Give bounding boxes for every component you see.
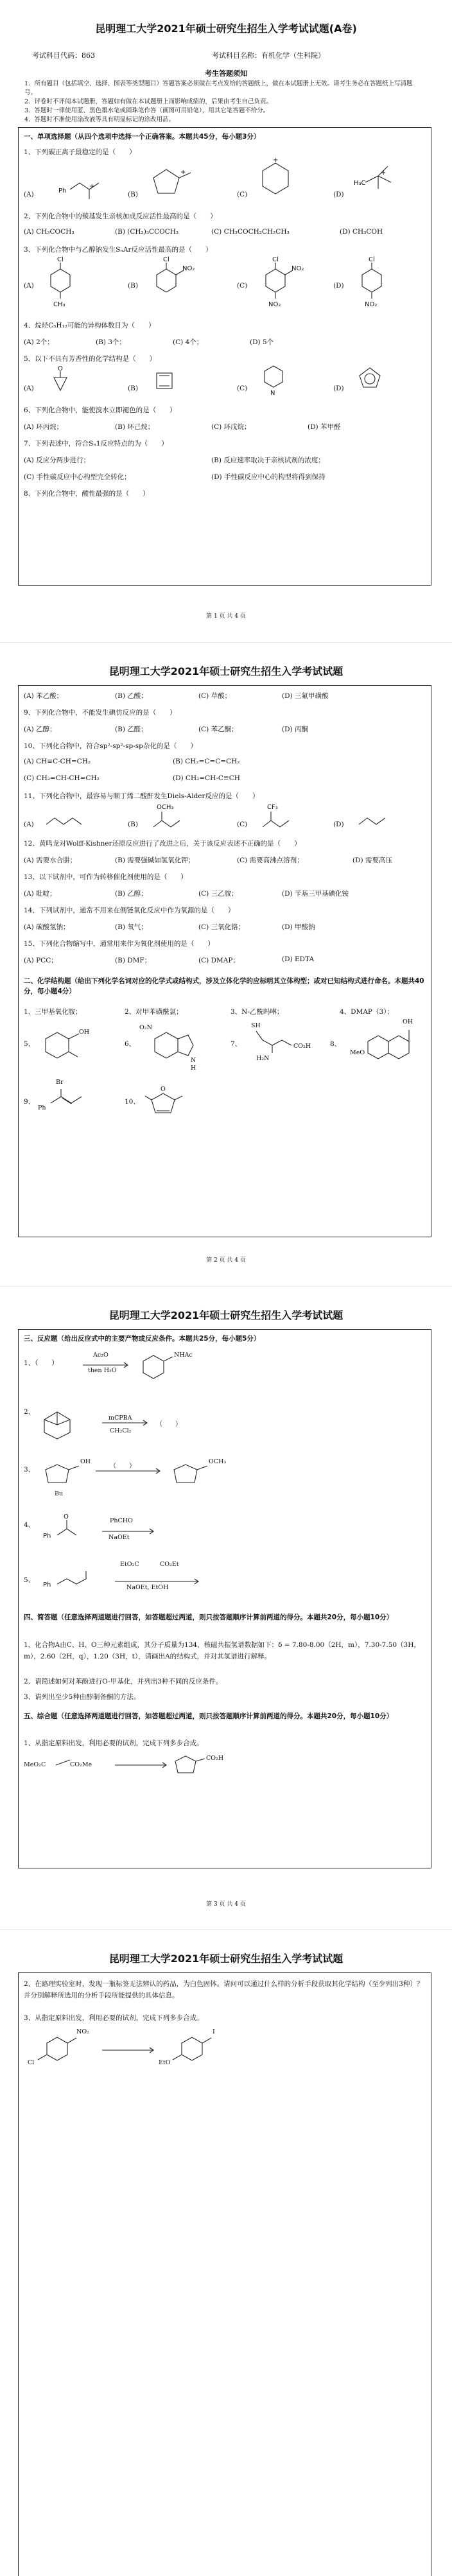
label-o: O	[161, 1086, 166, 1093]
page-title: 昆明理工大学2021年硕士研究生招生入学考试试题	[109, 665, 343, 677]
option: (D) CH₃COH	[340, 228, 383, 236]
short-answer-2: 2、请简述如何对苯酚进行O-甲基化，并列出3种不同的反应条件。	[24, 1678, 223, 1685]
structure-cyclopentadienyl	[356, 363, 394, 401]
structure-cyclobutadiene	[150, 368, 189, 400]
option: (A) 乙醇；	[24, 726, 56, 733]
option: (A) CH₃COCH₃	[24, 228, 74, 236]
label-n: N	[191, 1057, 196, 1064]
option: (A) 反应分两步进行；	[24, 457, 91, 464]
question-6: 6、下列化合物中，能使溴水立即褪色的是（ ）	[24, 406, 177, 414]
structure-cyclohexyl-cation	[256, 157, 308, 202]
page-separator	[0, 1929, 452, 1930]
label-oh: OH	[403, 1018, 413, 1025]
svg-text:（ ）: （ ）	[110, 1463, 135, 1470]
short-answer-1: 1、化合物A由C、H、O三种元素组成，其分子质量为134，核磁共振氢谱数据如下：δ = 7.80-8.00（2H，m），7.30-7.50（3H，m），2.60（2H，q），1.20（3H，t），请画出A的结构式，并对其氢谱进行解释。	[24, 1641, 421, 1660]
svg-text:NO₂: NO₂	[182, 265, 195, 272]
label-oh: OH	[80, 1458, 91, 1465]
exam-page-4	[0, 1931, 452, 2568]
option-label: (B)	[128, 191, 138, 198]
question-15: 15、下列化合物缩写中，通常用来作为氧化剂使用的是（ ）	[24, 940, 214, 948]
reaction-2	[38, 1394, 230, 1445]
exam-page-1	[0, 0, 452, 637]
reagent: Ac₂O	[93, 1352, 109, 1359]
page-footer: 第 2 页 共 4 页	[206, 1257, 246, 1264]
structure-diene-b	[150, 801, 202, 840]
svg-text:Ph: Ph	[58, 187, 67, 195]
structure-cyclopropenone	[48, 365, 86, 400]
svg-text:Cl: Cl	[163, 256, 170, 263]
label-co2h: CO₂H	[293, 1043, 311, 1050]
structure-benzyl-cation	[44, 164, 121, 202]
synthesis-1: 1、从指定原料出发，利用必要的试剂，完成下列多步合成。	[24, 1739, 204, 1747]
label-och3: OCH₃	[209, 1458, 227, 1465]
option: (B) (CH₃)₃CCOCH₃	[115, 228, 179, 236]
reagent: then H₂O	[88, 1367, 117, 1374]
option: (D) 需要高压	[352, 857, 392, 864]
option: (D) 苯甲醛	[308, 423, 341, 431]
item-number: 2、	[24, 1408, 35, 1416]
label-br: Br	[56, 1079, 64, 1086]
option: (B) 乙醇；	[115, 890, 148, 898]
option: (B) CH₂=C=C=CH₂	[173, 758, 240, 765]
structure-chlorotoluene	[44, 256, 83, 320]
question-12: 12、黄鸣龙对Wolff-Kishner还原反应进行了改进之后，关于该反应表述不正确的是（ ）	[24, 840, 301, 848]
structure-cyclopentyl-cation	[147, 160, 198, 205]
notice-item: 2．评卷时不评阅本试题册，答题如有做在本试题册上而影响成绩的，后果由考生自己负责。	[24, 98, 273, 105]
page-title: 昆明理工大学2021年硕士研究生招生入学考试试题	[109, 1953, 343, 1965]
question-7: 7、下列表述中，符合Sₙ1反应特点的为（ ）	[24, 440, 168, 448]
synthesis-2: 2、在路理实验室时，发现一瓶标签无法辨认的药品，为白色固体。请问可以通过什么样的分析手段获取其化学结构（至少列出3种）？并分别解释所选用的分析手段所能提供的具体信息。	[24, 1980, 424, 1999]
question-13: 13、以下试剂中，可作为转移催化剂使用的是（ ）	[24, 873, 187, 881]
reaction-4	[38, 1510, 230, 1554]
option: (B) DMF；	[115, 957, 152, 964]
section-heading: 三、反应题（给出反应式中的主要产物或反应条件。本题共25分，每小题5分）	[24, 1335, 261, 1343]
svg-text:CF₃: CF₃	[267, 804, 278, 811]
structure-bromoalkene	[38, 1084, 115, 1129]
item-number: 6、	[125, 1040, 136, 1048]
option: (C) CH₂=CH-CH=CH₂	[24, 774, 100, 782]
svg-text:Ph: Ph	[43, 1533, 51, 1540]
notice-item: 1．所有题目（包括填空、选择、图表等类型题目）答题答案必须做在考点发给的答题纸上，做在本试题册上无效。请考生务必在答题纸上写清题号。	[24, 80, 413, 96]
svg-text:Cl: Cl	[369, 256, 375, 263]
svg-text:O: O	[64, 1513, 69, 1520]
option-label: (C)	[237, 191, 248, 198]
structure-maleic-anhydride	[144, 1081, 202, 1126]
notice-item: 3．答题时一律使用蓝、黑色墨水笔或圆珠笔作答（画图可用铅笔），用其它笔答题不给分。	[24, 107, 270, 114]
option: (A) CH≡C-CH=CH₂	[24, 758, 91, 765]
exam-page-3	[0, 1288, 452, 1925]
label-cl: Cl	[28, 2059, 35, 2066]
page-separator	[0, 1286, 452, 1287]
structure-diene-d	[356, 805, 407, 837]
svg-text:Cl: Cl	[272, 256, 279, 263]
label-h2n: H₂N	[256, 1055, 270, 1062]
notice-list	[24, 80, 422, 125]
structure-chloronitrobenzene-b	[356, 256, 401, 320]
option-label: (D)	[333, 385, 344, 392]
product-label: NHAc	[174, 1352, 193, 1359]
question-8: 8、下列化合物中，酸性最强的是（ ）	[24, 490, 150, 498]
question-box	[18, 1972, 431, 2576]
option: (D) 苄基三甲基碘化铵	[282, 890, 349, 898]
structure-diene-c	[259, 801, 311, 840]
option: (C) 三乙胺；	[198, 890, 238, 898]
notice-title: 考生答题须知	[205, 69, 247, 78]
option: (A) 2个；	[24, 338, 54, 346]
reagent: NaOEt	[109, 1534, 130, 1541]
notice-item: 4．答题时不准使用涂改液等具有明显标记的涂改用品。	[24, 116, 175, 123]
option: (B) 反应速率取决于亲核试剂的浓度；	[211, 457, 325, 464]
option-label: (C)	[237, 821, 248, 828]
option: (B) 3个；	[96, 338, 126, 346]
question-2: 2、下列化合物中的羰基发生亲核加成反应活性最高的是（ ）	[24, 213, 217, 220]
label-h: H	[191, 1065, 196, 1072]
option-label: (C)	[237, 282, 248, 290]
option-label: (B)	[128, 282, 138, 290]
option: (C) 三氧化铬；	[198, 923, 245, 931]
svg-text:+: +	[273, 157, 279, 164]
exam-page-2	[0, 644, 452, 1281]
section-heading: 二、化学结构题（给出下列化学名词对应的化学式或结构式，涉及立体化学的应标明其立体构型；或对已知结构式进行命名。本题共40分，每小题4分）	[24, 977, 424, 995]
label-no2: O₂N	[139, 1024, 152, 1031]
question-1: 1、下列碳正离子最稳定的是（ ）	[24, 148, 136, 156]
item-number: 3、	[24, 1466, 35, 1474]
subject-name: 考试科目名称：有机化学（生科院）	[212, 51, 325, 60]
structure-nitroindole	[141, 1020, 218, 1071]
subject-code: 考试科目代码：863	[32, 51, 95, 60]
option: (C) 环戊烷；	[211, 423, 251, 431]
item-number: 10、	[125, 1098, 140, 1106]
synthesis-1-scheme	[51, 1747, 243, 1792]
option: (C) DMAP；	[198, 957, 239, 964]
question-9: 9、下列化合物中，不能发生碘仿反应的是（ ）	[24, 709, 177, 717]
reagent: CO₂Et	[160, 1561, 179, 1568]
reagent: EtO₂C	[120, 1561, 139, 1568]
structure-chlorodinitrobenzene	[259, 256, 304, 320]
option: (D) 手性碳反应中心的构型将得到保持	[211, 473, 326, 481]
option: (A) 苯乙酸；	[24, 692, 64, 700]
option-label: (A)	[24, 282, 34, 290]
option-label: (A)	[24, 385, 34, 392]
option: (D) 甲酸钠	[282, 923, 315, 931]
svg-text:+: +	[180, 169, 186, 176]
section-heading: 五、综合题（任意选择两道题进行回答，如答题超过两道，则只按答题顺序计算前两道的得分。本题共20分，每小题10分）	[24, 1712, 394, 1720]
question-5: 5、以下不具有芳香性的化学结构是（ ）	[24, 355, 157, 363]
option: (A) 环丙烷；	[24, 423, 64, 431]
structure-item: 4、DMAP（3）；	[340, 1008, 394, 1016]
label-eto: EtO	[159, 2059, 171, 2066]
item-number: 9、	[24, 1098, 35, 1106]
page-title: 昆明理工大学2021年硕士研究生招生入学考试试题(A卷)	[95, 22, 357, 35]
question-box	[18, 127, 431, 586]
question-box	[18, 685, 431, 1237]
option-label: (D)	[333, 821, 344, 828]
label-oh: OH	[79, 1029, 90, 1036]
option: (A) 吡啶；	[24, 890, 56, 898]
option: (D) 5个	[250, 338, 274, 346]
option-label: (A)	[24, 821, 34, 828]
option: (B) 环己烷；	[115, 423, 155, 431]
start-material: MeO₂C	[24, 1761, 46, 1768]
option: (C) 需要高沸点溶剂；	[237, 857, 304, 864]
option-label: (C)	[237, 385, 248, 392]
svg-text:H₃C: H₃C	[354, 180, 366, 187]
structure-tbutyl-cation	[352, 157, 417, 202]
item-number: 8、	[330, 1040, 342, 1048]
reagent: PhCHO	[110, 1517, 133, 1524]
reagent: mCPBA	[109, 1414, 132, 1422]
page-separator	[0, 642, 452, 643]
question-box	[18, 1329, 431, 1868]
option-label: (B)	[128, 385, 138, 392]
option: (C) 手性碳反应中心构型完全转化；	[24, 473, 131, 481]
structure-pyridine	[259, 363, 298, 401]
option: (D) EDTA	[282, 955, 315, 963]
option-label: (A)	[24, 191, 34, 198]
svg-text:+: +	[89, 183, 95, 190]
option: (B) 乙醛；	[115, 726, 148, 733]
question-10: 10、下列化合物中，符合sp²-sp²-sp-sp杂化的是（ ）	[24, 742, 197, 750]
question-11: 11、下列化合物中，最容易与顺丁烯二酸酐发生Diels-Alder反应的是（ ）	[24, 792, 259, 800]
structure-cyclohexanol	[38, 1020, 102, 1071]
option: (C) 苯乙酮；	[198, 726, 238, 733]
structure-item: 3、N-乙酰吗啉；	[230, 1008, 284, 1016]
label-bu: Bu	[55, 1490, 64, 1497]
item-number: 4、	[24, 1521, 35, 1529]
svg-text:OCH₃: OCH₃	[157, 804, 174, 811]
short-answer-3: 3、请列出至少5种由醇制备酮的方法。	[24, 1693, 141, 1701]
structure-item: 2、对甲苯磺酰氯；	[125, 1008, 183, 1016]
start-material: CO₂Me	[70, 1761, 92, 1768]
question-3: 3、下列化合物中与乙醇钠发生SₙAr反应活性最高的是（ ）	[24, 246, 213, 254]
option: (D) 丙酮	[282, 726, 308, 733]
option: (A) 碳酸氢钠；	[24, 923, 70, 931]
structure-diene-a	[43, 805, 94, 837]
option: (B) 需要强碱如氢氧化钾；	[115, 857, 195, 864]
synthesis-3-scheme	[31, 2024, 288, 2089]
option: (A) 需要水合肼；	[24, 857, 77, 864]
label-meo: MeO	[350, 1049, 365, 1056]
question-4: 4、烷烃C₅H₁₂可能的异构体数目为（ ）	[24, 322, 155, 329]
item-number: 5、	[24, 1040, 35, 1048]
svg-text:（ ）: （ ）	[156, 1421, 182, 1428]
section-heading: 一、单项选择题（从四个选项中选择一个正确答案。本题共45分，每小题3分）	[24, 133, 261, 141]
option: (C) 4个；	[173, 338, 204, 346]
label-ph: Ph	[38, 1104, 46, 1111]
svg-text:+: +	[381, 170, 387, 177]
svg-text:Cl: Cl	[57, 256, 64, 263]
item-number: 5、	[24, 1576, 35, 1584]
structure-chloronitrobenzene-a	[150, 256, 195, 320]
item-number: 1、（ ）	[24, 1359, 58, 1367]
option: (B) 乙酸；	[115, 692, 148, 700]
reagent: NaOEt, EtOH	[126, 1584, 169, 1591]
svg-text:CH₃: CH₃	[53, 301, 65, 308]
svg-text:N: N	[270, 390, 275, 397]
reaction-3	[38, 1452, 295, 1503]
section-heading: 四、简答题（任意选择两道题进行回答，如答题超过两道，则只按答题顺序计算前两道的得分。本题共20分，每小题10分）	[24, 1614, 394, 1621]
option: (B) 氧气；	[115, 923, 148, 931]
label-no2: NO₂	[76, 2028, 89, 2035]
option-label: (D)	[333, 191, 344, 198]
product-label: CO₂H	[206, 1755, 224, 1762]
svg-text:Ph: Ph	[43, 1581, 51, 1588]
option-label: (D)	[333, 282, 344, 290]
page-footer: 第 1 页 共 4 页	[206, 613, 246, 620]
option: (A) PCC；	[24, 957, 58, 964]
reagent: CH₂Cl₂	[110, 1427, 132, 1434]
svg-text:NO₂: NO₂	[268, 301, 281, 308]
option: (D) CH₂=CH-C≡CH	[173, 774, 240, 782]
option: (C) CH₃COCH₂CH₂CH₃	[211, 228, 290, 236]
option: (C) 草酸；	[198, 692, 232, 700]
option: (D) 三氟甲磺酸	[282, 692, 329, 700]
item-number: 7、	[230, 1040, 242, 1048]
question-14: 14、下列试剂中，通常不用来在侧链氧化反应中作为氧源的是（ ）	[24, 907, 235, 914]
structure-methoxynaphthol	[346, 1020, 430, 1071]
svg-text:NO₂: NO₂	[365, 301, 378, 308]
svg-text:NO₂: NO₂	[291, 265, 304, 272]
svg-text:O: O	[58, 365, 63, 372]
synthesis-3: 3、从指定原料出发，利用必要的试剂，完成下列多步合成。	[24, 2014, 204, 2022]
label-i: I	[213, 2028, 215, 2035]
option-label: (B)	[128, 821, 138, 828]
page-footer: 第 3 页 共 4 页	[206, 1901, 246, 1908]
structure-item: 1、三甲基氧化胺；	[24, 1008, 82, 1016]
label-sh: SH	[251, 1022, 261, 1029]
page-title: 昆明理工大学2021年硕士研究生招生入学考试试题	[109, 1309, 343, 1321]
